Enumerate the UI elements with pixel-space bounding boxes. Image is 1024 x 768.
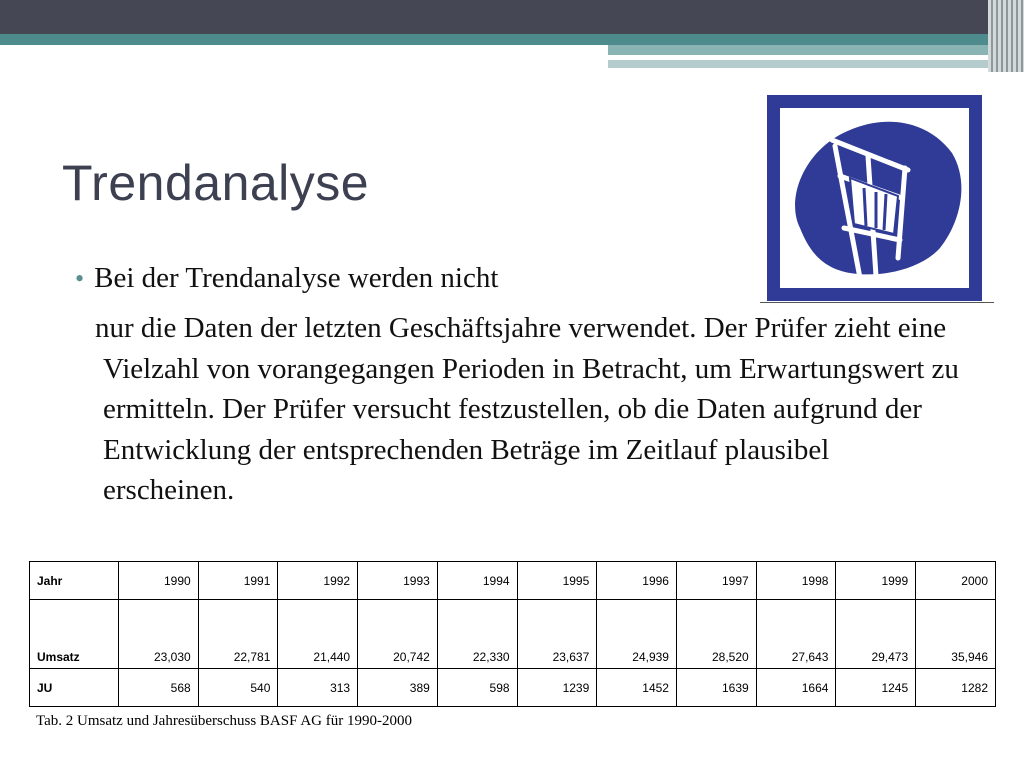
table-row — [30, 562, 996, 600]
table-cell: 2000 — [916, 562, 996, 600]
bullet-icon: • — [75, 264, 85, 293]
header-bar — [0, 0, 1024, 34]
table-row — [30, 669, 996, 707]
row-label: Umsatz — [30, 600, 119, 669]
header-decoration — [988, 0, 1024, 72]
table-cell: 1992 — [278, 562, 358, 600]
table-cell: 1239 — [517, 669, 597, 707]
table-cell: 598 — [437, 669, 517, 707]
revenue-table — [29, 561, 996, 707]
table-cell: 1991 — [198, 562, 278, 600]
table-cell: 1997 — [676, 562, 756, 600]
table-cell: 1245 — [836, 669, 916, 707]
table-cell: 27,643 — [756, 600, 836, 669]
bullet-item — [75, 262, 498, 295]
table-cell: 540 — [198, 669, 278, 707]
row-label: JU — [30, 669, 119, 707]
header-accent-stripe-light — [608, 45, 1000, 55]
table-cell: 1993 — [358, 562, 438, 600]
table-cell: 21,440 — [278, 600, 358, 669]
table-cell: 1664 — [756, 669, 836, 707]
logo-underline — [760, 302, 994, 303]
table-cell: 23,637 — [517, 600, 597, 669]
table-cell: 1994 — [437, 562, 517, 600]
table-cell: 1452 — [597, 669, 677, 707]
row-label: Jahr — [30, 562, 119, 600]
table-cell: 29,473 — [836, 600, 916, 669]
table-cell: 1282 — [916, 669, 996, 707]
bullet-first-line: Bei der Trendanalyse werden nicht — [94, 262, 499, 294]
table-cell: 1996 — [597, 562, 677, 600]
table-cell: 35,946 — [916, 600, 996, 669]
table-cell: 568 — [118, 669, 198, 707]
header-accent-stripe — [0, 34, 1000, 45]
table-cell: 313 — [278, 669, 358, 707]
table-cell: 22,781 — [198, 600, 278, 669]
table-cell: 1995 — [517, 562, 597, 600]
table-cell: 20,742 — [358, 600, 438, 669]
table-cell: 23,030 — [118, 600, 198, 669]
table-cell: 24,939 — [597, 600, 677, 669]
table-cell: 1999 — [836, 562, 916, 600]
bullet-paragraph: nur die Daten der letzten Geschäftsjahre verwendet. Der Prüfer zieht eine Vielzahl von vorangegangen Perioden in Betracht, um Erwartungswert zu ermitteln. Der Prüfer versucht festzustellen, ob die Daten aufgrund der Entwicklung der entsprechenden Beträge im Zeitlauf plausibel erscheinen. — [95, 312, 959, 507]
table-cell: 1990 — [118, 562, 198, 600]
table-cell: 389 — [358, 669, 438, 707]
table-cell: 1639 — [676, 669, 756, 707]
header-accent-stripe-lighter — [608, 60, 1000, 68]
easel-logo — [767, 95, 982, 301]
table-caption: Tab. 2 Umsatz und Jahresüberschuss BASF AG für 1990-2000 — [36, 713, 412, 729]
table-cell: 22,330 — [437, 600, 517, 669]
slide-title: Trendanalyse — [62, 155, 370, 211]
easel-icon — [780, 108, 969, 288]
table-cell: 1998 — [756, 562, 836, 600]
table-row — [30, 600, 996, 669]
table-cell: 28,520 — [676, 600, 756, 669]
